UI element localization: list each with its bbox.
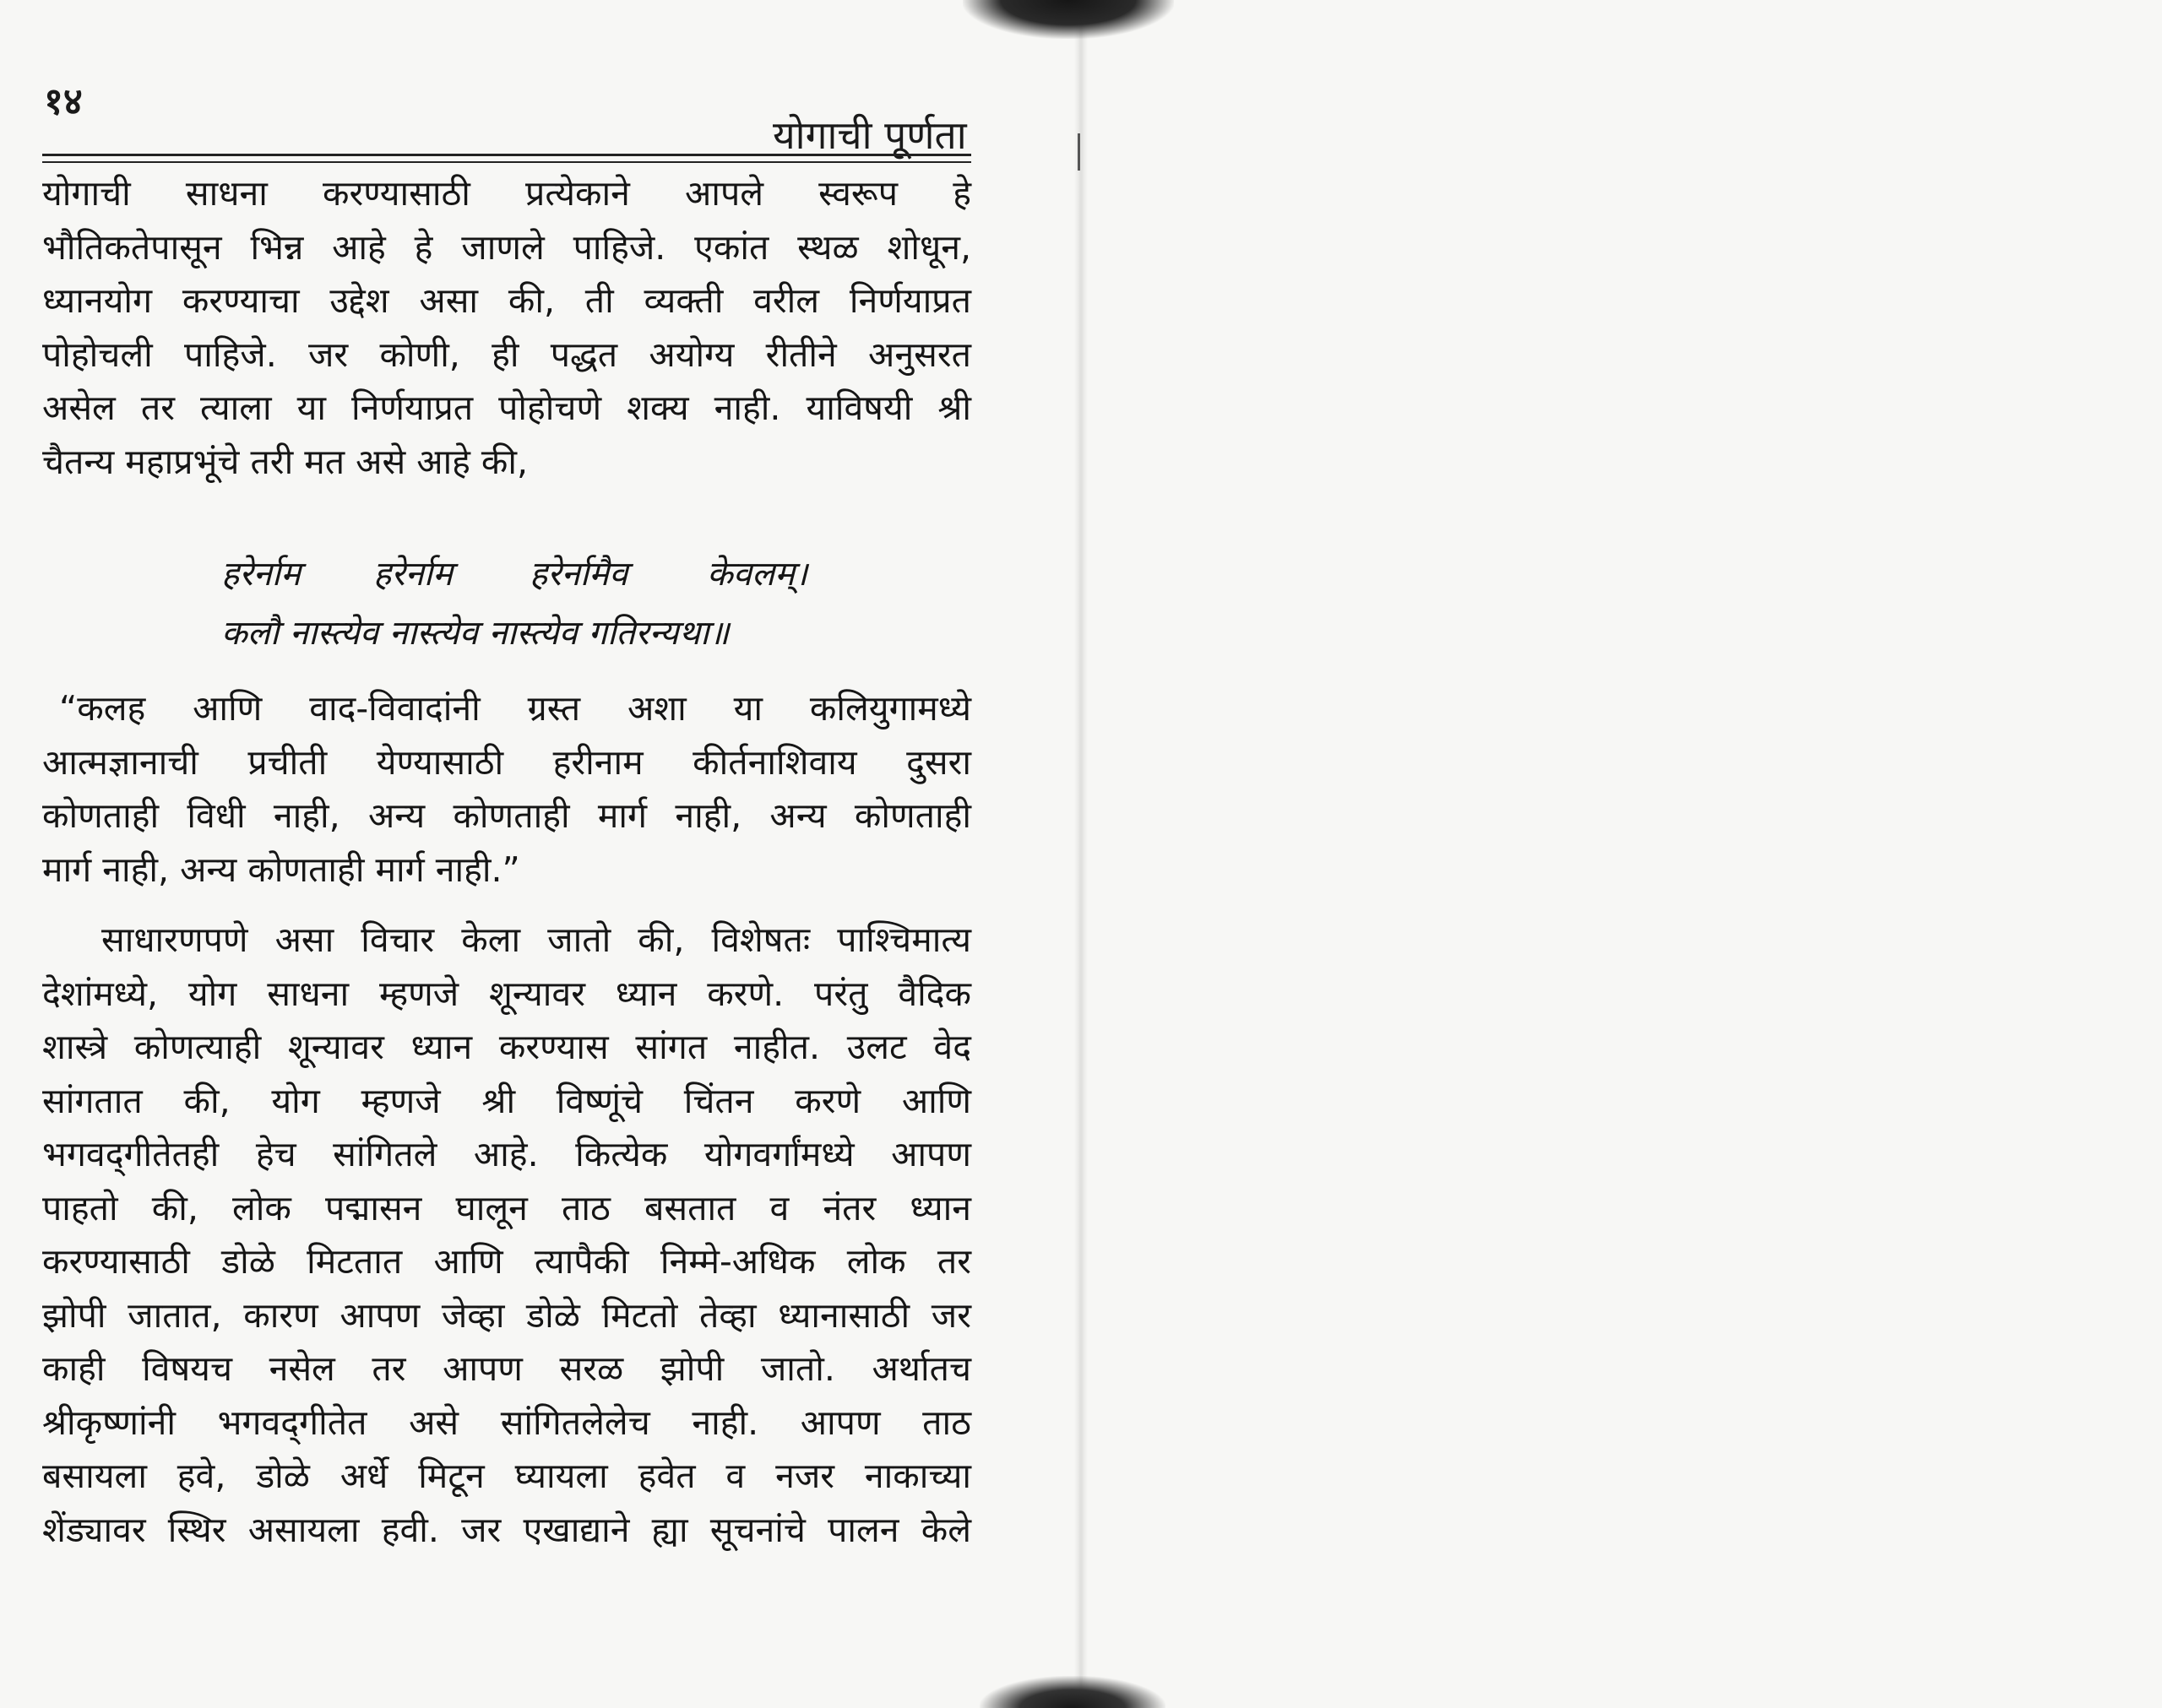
left-page-number: १४	[44, 80, 83, 123]
text-line: मार्ग नाही, अन्य कोणताही मार्ग नाही.”	[42, 849, 520, 890]
left-paragraph-2	[42, 682, 971, 897]
left-header-rule-thin	[42, 161, 971, 163]
text-line: चैतन्य महाप्रभूंचे तरी मत असे आहे की,	[42, 441, 529, 482]
text-line: झोपी जातात, कारण आपण जेव्हा डोळे मिटतो तेव्हा ध्यानासाठी जर	[42, 1294, 971, 1336]
book-gutter	[1074, 0, 1088, 1708]
text-line: बसायला हवे, डोळे अर्धे मिटून घ्यायला हवेत व नजर नाकाच्या	[42, 1456, 971, 1496]
verse-word: हरेर्नामैव	[530, 555, 628, 594]
left-paragraph-3	[42, 914, 971, 1557]
text-line: सांगतात की, योग म्हणजे श्री विष्णूंचे चिंतन करणे आणि	[42, 1080, 971, 1121]
verse-line-2: कलौ नास्त्येव नास्त्येव नास्त्येव गतिरन्यथा॥	[221, 614, 730, 653]
left-paragraph-1	[42, 167, 971, 489]
text-line: शेंड्यावर स्थिर असायला हवी. जर एखाद्याने ह्या सूचनांचे पालन केले	[42, 1509, 971, 1550]
verse-line-1	[221, 545, 829, 604]
text-line: असेल तर त्याला या निर्णयाप्रत पोहोचणे शक्य नाही. याविषयी श्री	[42, 388, 971, 428]
text-line: भगवद्‌गीतेतही हेच सांगितले आहे. कित्येक योगवर्गांमध्ये आपण	[42, 1134, 971, 1174]
text-line: योगाची साधना करण्यासाठी प्रत्येकाने आपले स्वरूप हे	[42, 173, 971, 214]
text-line: साधारणपणे असा विचार केला जातो की, विशेषतः पाश्चिमात्य	[101, 919, 971, 960]
verse-word: हरेर्नाम	[373, 555, 454, 594]
text-line: करण्यासाठी डोळे मिटतात आणि त्यापैकी निम्मे-अधिक लोक तर	[42, 1241, 971, 1282]
left-header-rule	[42, 154, 971, 156]
binding-shadow-top	[963, 0, 1174, 39]
text-line: ध्यानयोग करण्याचा उद्देश असा की, ती व्यक्ती वरील निर्णयाप्रत	[42, 280, 971, 321]
text-line: पाहतो की, लोक पद्मासन घालून ताठ बसतात व नंतर ध्यान	[42, 1187, 971, 1228]
gutter-mark	[1078, 133, 1080, 171]
right-page	[1083, 0, 2162, 1708]
left-page	[0, 0, 1079, 1708]
left-running-head: योगाची पूर्णता	[773, 112, 967, 158]
text-line: देशांमध्ये, योग साधना म्हणजे शून्यावर ध्यान करणे. परंतु वैदिक	[42, 973, 971, 1014]
text-line: भौतिकतेपासून भिन्न आहे हे जाणले पाहिजे. एकांत स्थळ शोधून,	[42, 226, 971, 268]
text-line: आत्मज्ञानाची प्रचीती येण्यासाठी हरीनाम कीर्तनाशिवाय दुसरा	[42, 741, 971, 783]
text-line: “कलह आणि वाद-विवादांनी ग्रस्त अशा या कलियुगामध्ये	[59, 688, 971, 729]
sanskrit-verse	[221, 545, 829, 663]
text-line: कोणताही विधी नाही, अन्य कोणताही मार्ग नाही, अन्य कोणताही	[42, 795, 971, 836]
verse-word: हरेर्नाम	[221, 555, 301, 594]
text-line: काही विषयच नसेल तर आपण सरळ झोपी जातो. अर्थातच	[42, 1348, 971, 1389]
binding-shadow-bottom	[980, 1676, 1165, 1708]
verse-word: केवलम्।	[707, 555, 808, 594]
text-line: श्रीकृष्णांनी भगवद्‌गीतेत असे सांगितलेलेच नाही. आपण ताठ	[42, 1402, 971, 1443]
text-line: शास्त्रे कोणत्याही शून्यावर ध्यान करण्यास सांगत नाहीत. उलट वेद	[42, 1027, 971, 1067]
text-line: पोहोचली पाहिजे. जर कोणी, ही पद्धत अयोग्य रीतीने अनुसरत	[42, 333, 971, 375]
